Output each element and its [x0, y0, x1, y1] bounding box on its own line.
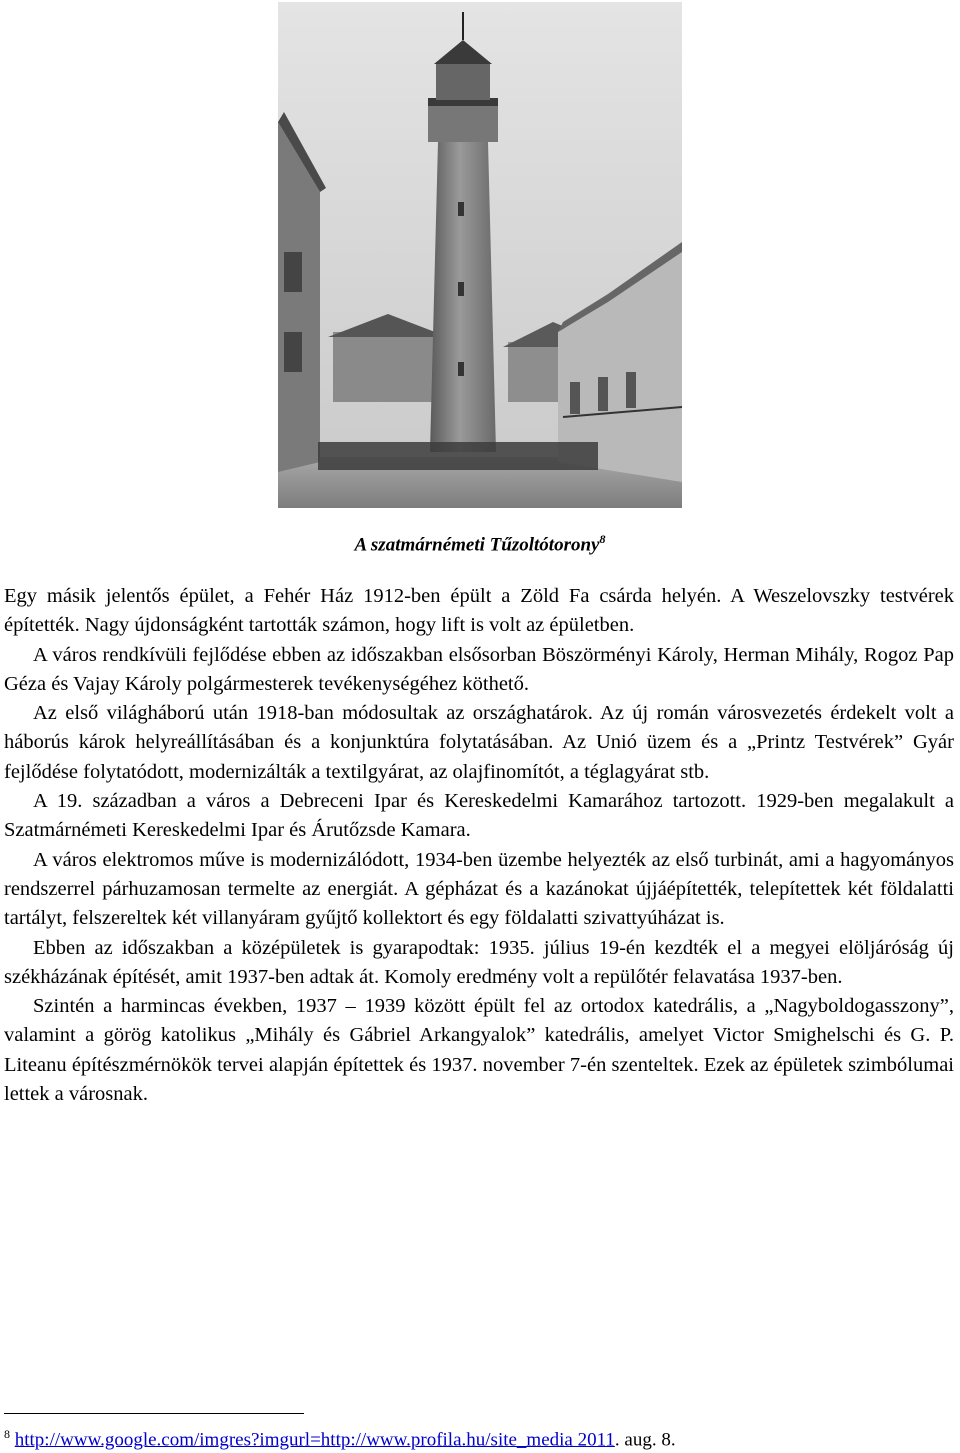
footnote-divider: [4, 1413, 304, 1414]
paragraph: A 19. században a város a Debreceni Ipar és Kereskedelmi Kamarához tartozott. 1929-ben megalakult a Szatmárnémeti Kereskedelmi Ipar és Árutőzsde Kamara.: [4, 790, 954, 842]
paragraph: Egy másik jelentős épület, a Fehér Ház 1912-ben épült a Zöld Fa csárda helyén. A Weszelovszky testvérek építették. Nagy újdonságként tartották számon, hogy lift is volt az épületben.: [4, 585, 954, 637]
caption-footnote-ref: 8: [599, 532, 606, 546]
paragraph: A város elektromos műve is modernizálódott, 1934-ben üzembe helyezték az első turbinát, ami a hagyományos rendszerrel párhuzamosan termelte az energiát. A gépházat és a kazánokat újjáépítették, telepítettek két földalatti tartályt, felszereltek két villanyáram gyűjtő kollektort és egy földalatti szivattyúházat is.: [4, 848, 954, 930]
body-text: [4, 582, 954, 1109]
footnote-suffix: . aug. 8.: [614, 1429, 676, 1451]
footnote-number: 8: [4, 1427, 10, 1441]
photo-caption: [0, 532, 960, 556]
fire-tower-photo: [278, 2, 682, 508]
paragraph: Szintén a harmincas években, 1937 – 1939 között épült fel az ortodox katedrális, a „Nagyboldogasszony”, valamint a görög katolikus „Mihály és Gábriel Arkangyalok” katedrális, amelyet Victor Smighelschi és G. P. Liteanu építészmérnökök tervei alapján építettek és 1937. november 7-én szenteltek. Ezek az épületek szimbólumai lettek a városnak.: [4, 995, 954, 1106]
paragraph: Ebben az időszakban a középületek is gyarapodtak: 1935. július 19-én kezdték el a megyei elöljáróság új székházának építését, amit 1937-ben adtak át. Komoly eredmény volt a repülőtér felavatása 1937-ben.: [4, 936, 954, 988]
footnote-link[interactable]: http://www.google.com/imgres?imgurl=http://www.profila.hu/site_media 2011: [14, 1429, 615, 1451]
paragraph: A város rendkívüli fejlődése ebben az időszakban elsősorban Böszörményi Károly, Herman Mihály, Rogoz Pap Géza és Vajay Károly polgármesterek tevékenységéhez köthető.: [4, 643, 954, 695]
paragraph: Az első világháború után 1918-ban módosultak az országhatárok. Az új román városvezetés érdekelt volt a háborús károk helyreállításában és a konjunktúra folytatásában. Az Unió üzem és a „Printz Testvérek” Gyár fejlődése folytatódott, modernizálták a textilgyárat, az olajfinomítót, a téglagyárat stb.: [4, 702, 954, 783]
footnote: [4, 1422, 676, 1452]
caption-text: A szatmárnémeti Tűzoltótorony: [354, 534, 600, 556]
